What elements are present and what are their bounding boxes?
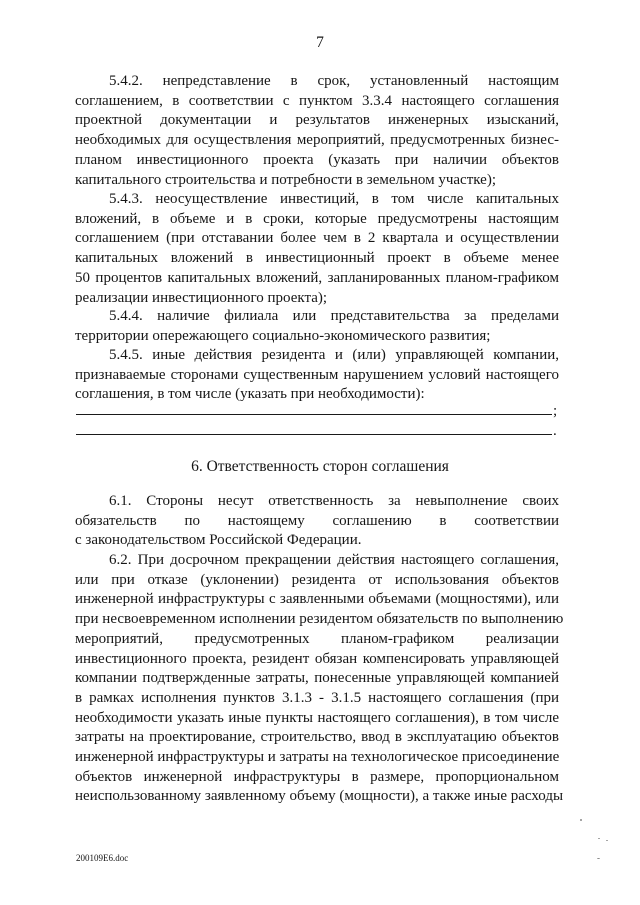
clause-5-4-5 [75,346,559,405]
text-line: инженерной инфраструктуры и затраты на технологическое присоединение [75,749,560,766]
page-number: 7 [316,34,324,51]
footer-filename: 200109E6.doc [76,853,129,863]
text-line: 5.4.2. непредставление в срок, установленный настоящим [109,73,559,89]
text-line: затраты на проектирование, строительство, ввод в эксплуатацию объектов [75,729,559,746]
fill-in-line-1-end: ; [553,403,558,419]
clause-6-1 [75,492,559,551]
clause-5-4-3 [75,190,559,308]
text-line: планом инвестиционного проекта (указать при наличии объектов [75,151,559,168]
fill-in-line-1 [76,414,552,415]
text-line: соглашением, в соответствии с пунктом 3.3.4 настоящего соглашения [75,92,559,109]
text-line: при несвоевременном исполнении резидентом обязательств по выполнению [75,611,564,628]
clause-5-4-2 [75,72,559,190]
text-line: обязательств по настоящему соглашению в соответствии [75,512,559,529]
text-line: 50 процентов капитальных вложений, запланированных планом-графиком [75,269,559,286]
clause-5-4-4 [75,307,559,346]
text-line: 6.2. При досрочном прекращении действия настоящего соглашения, [109,552,559,568]
text-line: соглашения, в том числе (указать при необходимости): [75,386,425,403]
fill-in-line-2-end: . [553,423,557,439]
text-line: компании подтвержденные затраты, понесенные управляющей компанией [75,670,559,687]
text-line: инвестиционного проекта, резидент обязан компенсировать управляющей [75,650,559,667]
text-line: необходимых для осуществления мероприятий, предусмотренных бизнес- [75,132,559,149]
text-line: с законодательством Российской Федерации. [75,532,362,549]
text-line: вложений, в объеме и в сроки, которые предусмотрены настоящим [75,210,559,227]
scan-speck [580,819,582,821]
fill-in-line-2 [76,434,552,435]
text-line: необходимости указать иные пункты настоящего соглашения), в том числе [75,709,559,726]
text-line: неиспользованному заявленному объему (мощности), а также иные расходы [75,788,564,805]
scan-speck [597,858,600,859]
text-line: 5.4.5. иные действия резидента и (или) управляющей компании, [109,347,559,363]
text-line: 5.4.4. наличие филиала или представительства за пределами [109,308,559,324]
text-line: 5.4.3. неосуществление инвестиций, в том числе капитальных [109,191,559,207]
text-line: мероприятий, предусмотренных планом-графиком реализации [75,630,559,647]
text-line: территории опережающего социально-экономического развития; [75,327,491,344]
text-line: реализации инвестиционного проекта); [75,289,328,306]
scan-speck [598,838,600,839]
text-line: объектов инженерной инфраструктуры в размере, пропорциональном [75,768,559,785]
text-line: в рамках исполнения пунктов 3.1.3 - 3.1.5 настоящего соглашения (при [75,689,559,706]
text-line: инженерной инфраструктуры с заявленными объемами (мощностями), или [75,591,559,608]
text-line: капитального строительства и потребности в земельном участке); [75,171,497,188]
section-heading: 6. Ответственность сторон соглашения [191,458,449,475]
text-line: или при отказе (уклонении) резидента от использования объектов [75,571,559,588]
scan-speck [606,840,608,841]
text-line: признаваемые сторонами существенным нарушением условий настоящего [75,366,559,383]
text-line: капитальных вложений в инвестиционный проект в объеме менее [75,250,559,267]
clause-6-2 [75,551,564,807]
text-line: соглашением (при отставании более чем в 2 квартала и осуществлении [75,230,559,247]
text-line: 6.1. Стороны несут ответственность за невыполнение своих [109,493,559,509]
text-line: проектной документации и результатов инженерных изысканий, [75,112,559,129]
